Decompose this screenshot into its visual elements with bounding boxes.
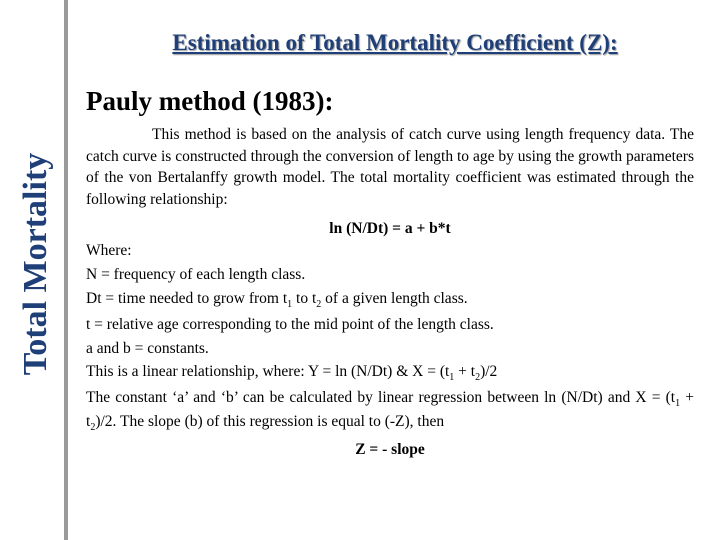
regression-note xyxy=(86,386,694,436)
final-formula: Z = - slope xyxy=(355,440,425,458)
sidebar xyxy=(0,0,64,540)
regression-text: + t xyxy=(86,389,694,431)
subscript: 2 xyxy=(316,298,322,310)
subscript: 1 xyxy=(449,372,455,384)
slide-title: Estimation of Total Mortality Coefficient (Z): xyxy=(172,30,618,55)
definition-dt-text: to t xyxy=(292,289,317,307)
linear-text: + t xyxy=(454,363,476,381)
method-heading: Pauly method (1983): xyxy=(86,86,334,116)
linear-text: )/2 xyxy=(480,363,498,381)
intro-paragraph: This method is based on the analysis of catch curve using length frequency data. The catch curve is constructed through the conversion of length to age by using the growth parameters of the von Bertalanffy growth model. The total mortality coefficient was estimated through the following relationship: xyxy=(86,126,694,209)
where-label: Where: xyxy=(86,242,132,260)
linear-relationship xyxy=(86,360,694,386)
equation: ln (N/Dt) = a + b*t xyxy=(329,219,451,237)
definition-n: N = frequency of each length class. xyxy=(86,266,306,284)
subscript: 2 xyxy=(90,422,96,434)
definition-t: t = relative age corresponding to the mid point of the length class. xyxy=(86,315,494,333)
sidebar-title: Total Mortality xyxy=(17,152,54,376)
sidebar-divider xyxy=(64,0,68,540)
definition-dt-text: of a given length class. xyxy=(321,289,468,307)
slide-body xyxy=(86,124,694,460)
subscript: 1 xyxy=(287,298,293,310)
subscript: 1 xyxy=(675,398,681,410)
subscript: 2 xyxy=(475,372,481,384)
regression-text: The constant ‘a’ and ‘b’ can be calculated by linear regression between ln (N/Dt) and X = (t xyxy=(86,389,676,407)
definition-dt xyxy=(86,287,694,313)
definition-ab: a and b = constants. xyxy=(86,339,209,357)
regression-text: )/2. The slope (b) of this regression is equal to (-Z), then xyxy=(95,413,445,431)
linear-text: This is a linear relationship, where: Y = ln (N/Dt) & X = (t xyxy=(86,363,450,381)
definition-dt-text: Dt = time needed to grow from t xyxy=(86,289,288,307)
